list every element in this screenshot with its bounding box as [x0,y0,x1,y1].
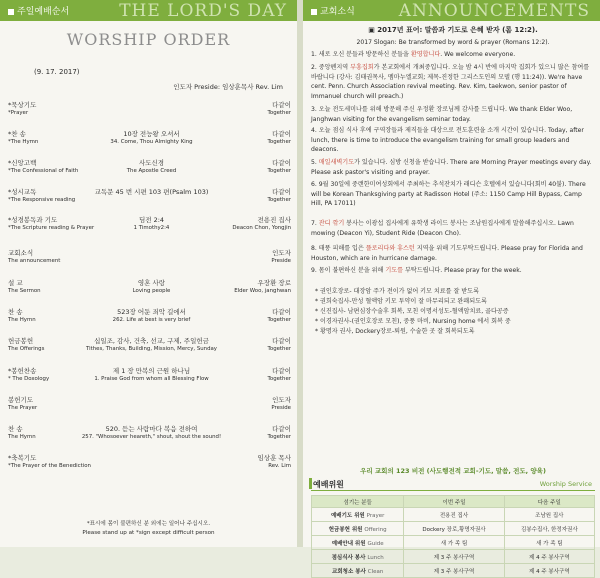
church-vision: 우리 교회의 123 비전 (사도행전적 교회-기도, 말씀, 전도, 양육) [360,467,546,475]
order-item-leader-en: Together [267,139,291,145]
order-item-label: *신앙고백 [8,159,37,167]
order-item-leader-en: Together [267,197,291,203]
order-item-label-en: The Hymn [8,317,36,323]
prayer-request: * 권희숙집사-만성 혈액암 키모 투약이 잘 마무리되고 완쾌되도록 [315,298,487,305]
announcement-item [311,266,595,276]
ushers-row [312,536,595,550]
order-item-label: 설 교 [8,279,23,287]
announcement-text-cont: 봉사는 이광섭 집사에게 유학생 라이드 봉사는 조남원집사에게 말씀해주십시오. Lawn mowing (Deacon Yi), Student Ride (Deacon Cho). [311,220,574,237]
order-item-label: 찬 송 [8,308,23,316]
announcement-item [311,158,595,177]
order-item-content-en: 34. Come, Thou Almighty King [110,139,193,145]
order-item-leader: 다같이 [272,367,291,375]
order-item-leader: 다같이 [272,188,291,196]
announcement-text: 2. 중앙펜지역 [311,64,351,71]
standing-note-ko: *표시에 몸이 불편하신 분 외에는 일어나 주십시오. [86,521,211,527]
announcement-text: 3. 오늘 전도세미나를 위해 방문해 주신 우정환 장로님께 감사를 드립니다. We thank Elder Woo, Janghwan visiting for the evangelism seminar today. [311,106,573,123]
order-item-leader: 다같이 [272,101,291,109]
announcement-item [311,63,595,101]
announcement-text: 8. 태풍 피해를 입은 [311,245,366,252]
usher-role: 점심식사 봉사 Lunch [312,550,404,564]
right-band-label: 교회소식 [311,4,355,17]
announcement-highlight: 부흥집회 [350,64,374,71]
announcement-item [311,180,595,209]
announcement-text: 6. 9월 30일에 중랜한미여성회에서 주최하는 추석잔치가 래디슨 호텔에서 있습니다(회비 40불). There will be Korean Thanksgiving party at Radisson Hotel (주소: 1150 Camp Hill Bypass, Camp Hill, PA 17011) [311,181,586,208]
order-item [8,215,291,234]
order-item [8,187,291,206]
order-item-label: 봉헌기도 [8,396,34,404]
order-item-content-en: Loving people [132,288,171,294]
usher-this-week: 제 3 주 봉사구역 [404,564,504,578]
section-marker [309,478,312,489]
order-item-content: 10장 전능왕 오셔서 [123,130,180,138]
announcement-highlight: 매일새벽기도 [318,159,355,166]
order-item-leader-en: Together [267,434,291,440]
order-item-content: 교독문 45 번 시편 103 편(Psalm 103) [94,188,209,196]
announcement-highlight: 잔디 깎기 [318,220,345,227]
order-item-label-en: The announcement [8,258,61,264]
ushers-row [312,550,595,564]
announcement-text: 1. 새로 오신 분들과 방문하신 분들을 [311,51,411,58]
usher-this-week: 전용진 집사 [404,508,504,522]
order-item-content: 딤전 2:4 [138,216,165,224]
order-item-leader: 인도자 [272,396,291,404]
order-item [8,453,291,472]
order-item-label-en: *The Hymn [8,139,39,145]
order-item-label-en: The Offerings [8,346,45,352]
announcement-text: 4. 오늘 점심 식사 후에 구역장들과 제직들을 대상으로 전도훈련을 소개 시간이 있습니다. Today, after lunch, there is time to introduce the evangelism training for small group leaders and deacons. [311,127,584,154]
order-item-content-en: 262. Life at best is very brief [112,317,191,323]
right-band-title: ANNOUNCEMENTS [398,1,590,21]
order-item-leader: 우장환 장로 [257,279,291,287]
announcement-text: 7. [311,220,319,227]
order-item-label-en: The Sermon [8,288,41,294]
order-item-leader-en: Together [267,346,291,352]
usher-next-week: 조남원 집사 [504,508,594,522]
usher-role: 예배기도 위원 Prayer [312,508,404,522]
usher-role: 교회청소 봉사 Clean [312,564,404,578]
order-item-leader: 다같이 [272,425,291,433]
presider: 인도자 Preside: 임상훈목사 Rev. Lim [173,83,283,91]
order-item-content: 십일조, 감사, 건축, 선교, 구제, 주일헌금 [94,337,209,345]
ushers-heading: 예배위원 [313,480,344,489]
order-item-label: *봉헌찬송 [8,367,37,375]
standing-note-en: Please stand up at *sign except difficult person [82,530,215,536]
ushers-table-header [312,496,595,508]
usher-next-week: 제 4 주 봉사구역 [504,550,594,564]
announcement-highlight: 플로리다와 휴스턴 [365,245,415,252]
announcement-item [311,244,595,263]
order-item [8,158,291,177]
prayer-request: * 권인호장로- 대장암 주가 전이가 없어 키모 치료를 잘 받도록 [315,288,479,295]
order-item [8,307,291,326]
order-item-leader: 전용진 집사 [257,216,291,224]
order-item-label: 헌금봉헌 [8,337,34,345]
order-item-leader: 인도자 [272,249,291,257]
usher-role: 헌금봉헌 위원 Offering [312,522,404,536]
right-header-band [303,0,600,21]
usher-next-week: 김봉수집사, 한정자권사 [504,522,594,536]
prayer-request: * 신진집사- 남편심장수술후 회복, 모친 이명서성도-혈액암치료, 골다공증 [315,308,509,315]
order-item-label: *축복기도 [8,454,37,462]
ushers-heading-rule [311,490,595,491]
order-item [8,424,291,443]
order-item [8,395,291,414]
left-band-title: THE LORD'S DAY [119,1,287,21]
order-item [8,248,291,267]
order-item-content: 523장 어둔 죄악 길에서 [117,308,186,316]
left-band-label: 주일예배순서 [8,4,69,17]
order-item-label: *찬 송 [8,130,26,138]
order-item [8,129,291,148]
order-item-label-en: *The Confessional of Faith [8,168,79,174]
announcement-highlight: 기도를 [385,267,404,274]
usher-this-week: 새 가 족 팀 [404,536,504,550]
order-item-leader-en: Rev. Lim [268,463,291,469]
usher-next-week: 제 4 주 봉사구역 [504,564,594,578]
ushers-heading-en: Worship Service [539,480,592,488]
announcement-highlight: 환영합니다 [410,51,441,58]
order-item-label: *성경봉독과 기도 [8,216,58,224]
announcement-text: 9. 몸이 불편하신 분을 위해 [311,267,386,274]
announcement-text-cont: 부탁드립니다. Please pray for the week. [403,267,522,274]
announcement-text: 5. [311,159,319,166]
order-item-leader-en: Preside [271,258,291,264]
order-item-content-en: 1. Praise God from whom all Blessing Flow [94,376,209,382]
announcement-item [311,50,595,60]
order-item-leader: 다같이 [272,308,291,316]
order-item-content-en: The Apostle Creed [126,168,177,174]
order-item-leader: 다같이 [272,337,291,345]
order-item-label: *묵상기도 [8,101,37,109]
ushers-row [312,522,595,536]
announcement-text-cont: 가 있습니다. 심방 신청을 받습니다. There are Morning Prayer meetings every day. Please ask pastor's visiting and prayer. [311,159,592,176]
order-item-leader: 임상훈 목사 [257,454,291,462]
col-this-week: 이번 주일 [404,496,504,508]
announcement-item [311,105,595,124]
service-date: (9. 17. 2017) [34,68,80,76]
order-item-content-en: 1 Timothy2:4 [133,225,170,231]
order-item-label-en: The Prayer [8,405,38,411]
slogan-ko: ▣ 2017년 표어: 말씀과 기도로 은혜 받자 (롬 12:2). [368,26,538,34]
usher-this-week: 제 3 주 봉사구역 [404,550,504,564]
order-item-label: *성시교독 [8,188,37,196]
announcement-text-cont: 지역을 위해 기도부탁드립니다. Please pray for Florida and Houston, which are in hurricane damage. [311,245,583,262]
order-item-label: 찬 송 [8,425,23,433]
announcement-item [311,219,595,238]
left-header-band [0,0,297,21]
prayer-request: * 이경자권사-(권인호장로 모친), 중풍 마비, Nursing home 에서 회복 중 [315,318,511,325]
ushers-table [311,495,595,578]
order-item [8,278,291,297]
order-item [8,366,291,385]
worship-order-title: WORSHIP ORDER [66,30,231,49]
usher-role: 예배안내 위원 Guide [312,536,404,550]
order-item-leader-en: Together [267,376,291,382]
order-item-label-en: * The Doxology [8,376,50,382]
order-item-leader-en: Together [267,317,291,323]
col-roles: 섬기는 분들 [312,496,404,508]
order-item-leader: 다같이 [272,159,291,167]
order-item [8,100,291,119]
order-item-content-en: Tithes, Thanks, Building, Mission, Mercy, Sunday [85,346,217,352]
order-item-content: 사도신경 [138,159,165,167]
order-item-leader-en: Together [267,168,291,174]
order-item-leader-en: Elder Woo, janghwan [234,288,291,294]
slogan-en: 2017 Slogan: Be transformed by word & prayer (Romans 12:2). [356,39,550,46]
announcement-text-cont: 가 본교회에서 개최중입니다. 오늘 밤 4시 반에 마지막 집회가 있으니 많은 참여를 바랍니다 (강사: 김태권목사, 멤마누엘교회; 제목-진정한 그리스도인의 모델 (행 11:24)). We're have cent. Penn. Church Association revival meeting. Rev. Kim, taekwon, senior pastor of Immanuel church will preach.) [311,64,590,100]
order-item [8,336,291,355]
order-item-leader-en: Together [267,110,291,116]
announcement-item [311,126,595,155]
order-item-content: 제 1 장 만복의 근원 하나님 [112,367,191,375]
order-item-content: 520. 듣는 사람마다 복음 전하여 [105,425,198,433]
order-item-content: 영혼 사랑 [137,279,166,287]
ushers-row [312,508,595,522]
order-item-content-en: 257. "Whosoever heareth," shout, shout the sound! [81,434,222,440]
usher-next-week: 새 가 족 팀 [504,536,594,550]
announcement-text-cont: . We welcome everyone. [440,51,516,58]
prayer-request: * 황명자 권사, Dockery장로-퇴원, 수술한 곳 잘 회복되도록 [315,328,475,335]
order-item-label-en: *The Scripture reading & Prayer [8,225,95,231]
ushers-row [312,564,595,578]
order-item-leader-en: Deacon Chon, Yongjin [232,225,291,231]
usher-this-week: Dockery 장로,황명자권사 [404,522,504,536]
order-item-label-en: *The Prayer of the Benediction [8,463,91,469]
order-item-label-en: *Prayer [8,110,29,116]
worship-order-page [0,0,297,547]
order-item-label-en: The Hymn [8,434,36,440]
standing-note [0,520,297,538]
order-item-leader: 다같이 [272,130,291,138]
order-item-leader-en: Preside [271,405,291,411]
order-item-label: 교회소식 [8,249,34,257]
col-next-week: 다음 주일 [504,496,594,508]
order-item-label-en: *The Responsive reading [8,197,76,203]
announcements-page [303,0,600,575]
